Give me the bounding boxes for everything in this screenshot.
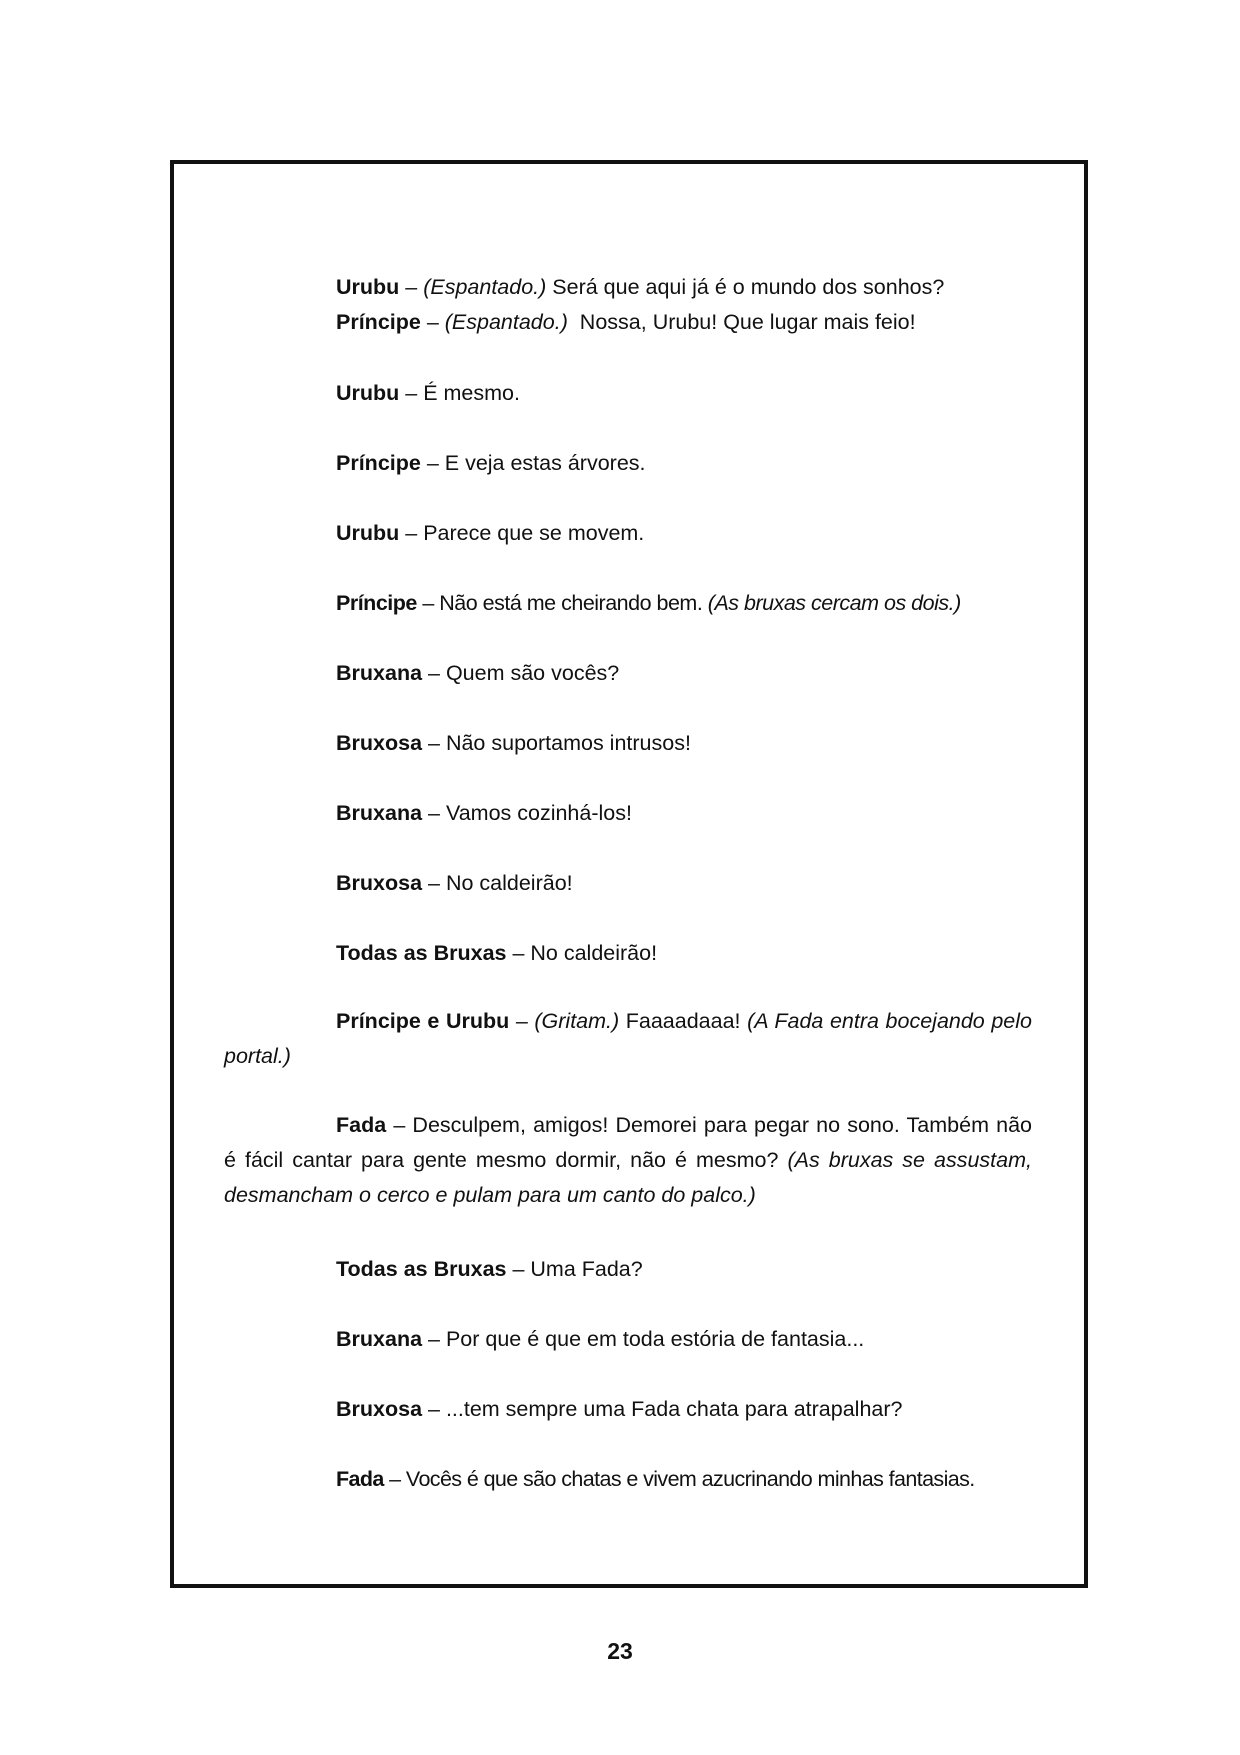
line-text: No caldeirão! [530, 941, 658, 965]
line-text: Faaaadaaa! [619, 1009, 748, 1033]
stage-direction: (Espantado.) [444, 310, 568, 334]
dash: – [399, 275, 424, 299]
dash: – [383, 1467, 406, 1491]
page-frame [170, 160, 1088, 1588]
line-text: Desculpem, amigos! Demorei para pegar no sono. Também não é fácil cantar para gente mesmo dormir, não é mesmo? [224, 1113, 1032, 1172]
dialogue-line [336, 450, 646, 476]
speaker: Todas as Bruxas [336, 1257, 507, 1281]
stage-direction: (A Fada entra bocejando pelo portal.) [224, 1009, 1032, 1068]
page-number: 23 [607, 1638, 633, 1664]
dash: – [399, 381, 424, 405]
speaker: Bruxana [336, 661, 423, 685]
dash: – [416, 591, 440, 615]
speaker: Príncipe [336, 591, 417, 615]
line-text: E veja estas árvores. [444, 451, 646, 475]
dash: – [422, 661, 446, 685]
line-text: É mesmo. [423, 381, 520, 405]
dash: – [420, 310, 445, 334]
dialogue-line [336, 730, 691, 756]
speaker: Fada [336, 1113, 387, 1137]
dialogue-line [336, 870, 573, 896]
speaker: Bruxosa [336, 871, 423, 895]
speaker: Urubu [336, 381, 400, 405]
line-text: No caldeirão! [445, 871, 573, 895]
dash: – [506, 941, 531, 965]
speaker: Urubu [336, 521, 400, 545]
dialogue-line [336, 1466, 975, 1492]
speaker: Bruxana [336, 1327, 423, 1351]
line-text: Uma Fada? [530, 1257, 643, 1281]
dialogue-line [336, 380, 520, 406]
line-text: Não está me cheirando bem. [439, 591, 708, 615]
dialogue-paragraph [224, 1108, 1032, 1213]
line-text: Vocês é que são chatas e vivem azucrinando minhas fantasias. [405, 1467, 975, 1491]
dash: – [509, 1009, 535, 1033]
line-text: ...tem sempre uma Fada chata para atrapalhar? [445, 1397, 903, 1421]
dash: – [422, 731, 446, 755]
dialogue-line [336, 1256, 643, 1282]
dash: – [386, 1113, 413, 1137]
dialogue-line [336, 1326, 864, 1352]
speaker: Fada [336, 1467, 384, 1491]
stage-direction: (As bruxas se assustam, desmancham o cerco e pulam para um canto do palco.) [224, 1148, 1033, 1207]
dialogue-line [336, 800, 632, 826]
line-text: Quem são vocês? [445, 661, 620, 685]
speaker: Príncipe [336, 310, 421, 334]
line-text: Nossa, Urubu! Que lugar mais feio! [567, 310, 916, 334]
dash: – [399, 521, 424, 545]
dialogue-line [336, 940, 657, 966]
dash: – [420, 451, 445, 475]
speaker: Príncipe e Urubu [336, 1009, 510, 1033]
speaker: Bruxosa [336, 1397, 423, 1421]
speaker: Urubu [336, 275, 400, 299]
dialogue-line [336, 274, 944, 300]
speaker: Bruxana [336, 801, 423, 825]
stage-direction: (Gritam.) [534, 1009, 620, 1033]
dialogue-line [336, 1396, 902, 1422]
stage-direction: (Espantado.) [423, 275, 547, 299]
dash: – [422, 801, 446, 825]
line-text: Será que aqui já é o mundo dos sonhos? [546, 275, 945, 299]
dash: – [422, 1327, 446, 1351]
dash: – [422, 871, 446, 895]
line-text: Vamos cozinhá-los! [445, 801, 632, 825]
speaker: Todas as Bruxas [336, 941, 507, 965]
dialogue-line [336, 520, 644, 546]
speaker: Príncipe [336, 451, 421, 475]
speaker: Bruxosa [336, 731, 423, 755]
dash: – [506, 1257, 531, 1281]
dialogue-line [336, 309, 916, 335]
dash: – [422, 1397, 446, 1421]
dialogue-line [336, 660, 619, 686]
dialogue-paragraph [224, 1004, 1032, 1074]
stage-direction: (As bruxas cercam os dois.) [707, 591, 961, 615]
dialogue-line [336, 590, 961, 616]
line-text: Não suportamos intrusos! [445, 731, 691, 755]
line-text: Parece que se movem. [423, 521, 645, 545]
line-text: Por que é que em toda estória de fantasia... [445, 1327, 865, 1351]
